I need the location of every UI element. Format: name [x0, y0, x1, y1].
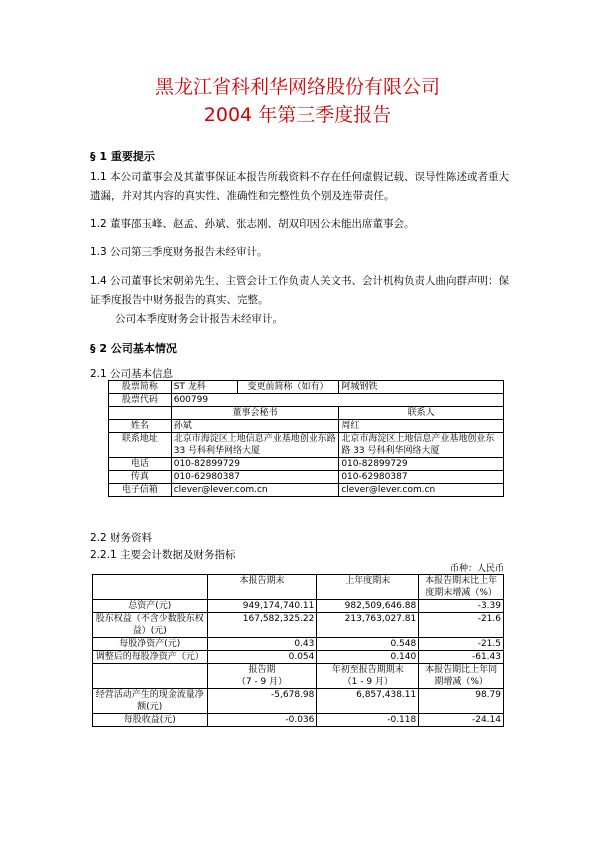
fin-row-prior: 213,763,027.81 [317, 613, 419, 638]
name-label: 姓名 [109, 420, 172, 433]
fin-row-period: -5,678.98 [207, 689, 317, 714]
fin-row-prior: 0.140 [317, 651, 419, 664]
table-row [93, 600, 504, 613]
fin-header-ytd [317, 664, 419, 689]
fin-header-prior: 上年度期末 [317, 575, 419, 600]
fin-row-change: -21.6 [419, 613, 504, 638]
subsection-2-2: 2.2 财务资料 [90, 532, 153, 544]
address-label: 联系地址 [109, 433, 172, 458]
fin-row-current: 167,582,325.22 [207, 613, 317, 638]
report-title-company: 黑龙江省科利华网络股份有限公司 [154, 76, 440, 98]
contact-fax: 010-62980387 [339, 471, 504, 484]
fin-header-ytd-title: 年初至报告期期末 [331, 665, 404, 675]
notice-1-2: 1.2 董事邵玉峰、赵孟、孙斌、张志刚、胡双印因公未能出席董事会。 [90, 218, 415, 230]
fin-row-period: -0.036 [207, 714, 317, 727]
fin-header-ytd-range: （1 - 9 月） [342, 677, 393, 687]
fin-row-change: -61.43 [419, 651, 504, 664]
section-1-heading: § 1 重要提示 [90, 150, 155, 163]
fin-row-label: 总资产(元) [93, 600, 208, 613]
fin-row-label: 调整后的每股净资产（元） [93, 651, 208, 664]
contact-email: clever@lever.com.cn [339, 484, 504, 497]
fin-row-label: 经营活动产生的现金流量净额(元) [93, 689, 208, 714]
financial-table [92, 574, 504, 727]
contact-address: 北京市海淀区上地信息产业基地创业东路 33 号科利华网络大厦 [339, 433, 504, 458]
secretary-address: 北京市海淀区上地信息产业基地创业东路 33 号科利华网络大厦 [171, 433, 339, 458]
email-label: 电子信箱 [109, 484, 172, 497]
subsection-2-2-1: 2.2.1 主要会计数据及财务指标 [90, 549, 236, 561]
fin-header-period-title: 报告期 [248, 665, 276, 675]
fin-row-current: 0.43 [207, 638, 317, 651]
contact-name: 周红 [339, 420, 504, 433]
section-2-heading: § 2 公司基本情况 [90, 342, 177, 355]
fin-header-yoy: 本报告期比上年同期增减（%） [419, 664, 504, 689]
fax-label: 传真 [109, 471, 172, 484]
code-value: 600799 [171, 394, 503, 407]
table-row [93, 714, 504, 727]
fin-row-current: 0.054 [207, 651, 317, 664]
secretary-header: 董事会秘书 [171, 407, 339, 420]
fin-header-period-range: （7 - 9 月） [236, 677, 288, 687]
notice-1-1: 1.1 本公司董事会及其董事保证本报告所载资料不存在任何虚假记载、误导性陈述或者重大遗漏，并对其内容的真实性、准确性和完整性负个别及连带责任。 [90, 171, 510, 202]
secretary-fax: 010-62980387 [171, 471, 339, 484]
contact-header: 联系人 [339, 407, 504, 420]
fin-row-prior: 982,509,646.88 [317, 600, 419, 613]
fin-row-change: -21.5 [419, 638, 504, 651]
notice-1-4-audit: 公司本季度财务会计报告未经审计。 [115, 313, 283, 325]
secretary-phone: 010-82899729 [171, 458, 339, 471]
notice-1-4: 1.4 公司董事长宋朝弟先生、主管会计工作负责人关文书、会计机构负责人曲向群声明：保证季度报告中财务报告的真实、完整。 [90, 275, 510, 306]
short-name-label: 股票简称 [109, 381, 172, 394]
phone-label: 电话 [109, 458, 172, 471]
fin-row-change: -3.39 [419, 600, 504, 613]
fin-row-yoy: -24.14 [419, 714, 504, 727]
report-title-period: 2004 年第三季度报告 [203, 104, 392, 126]
currency-note: 币种：人民币 [450, 564, 505, 574]
fin-row-label: 每股收益(元) [93, 714, 208, 727]
fin-row-current: 949,174,740.11 [207, 600, 317, 613]
contact-phone: 010-82899729 [339, 458, 504, 471]
notice-1-3: 1.3 公司第三季度财务报告未经审计。 [90, 246, 268, 258]
code-label: 股票代码 [109, 394, 172, 407]
table-row [93, 638, 504, 651]
table-row [93, 651, 504, 664]
fin-row-prior: 0.548 [317, 638, 419, 651]
fin-row-label: 每股净资产(元) [93, 638, 208, 651]
fin-row-label: 股东权益（不含少数股东权益）(元) [93, 613, 208, 638]
prev-name-value: 阿城钢铁 [339, 381, 504, 394]
fin-header-change: 本报告期末比上年度期末增减（%） [419, 575, 504, 600]
secretary-email: clever@lever.com.cn [171, 484, 339, 497]
fin-header-current: 本报告期末 [207, 575, 317, 600]
prev-name-label: 变更前简称（如有） [237, 381, 339, 394]
short-name-value: ST 龙科 [171, 381, 237, 394]
table-row [93, 613, 504, 638]
subsection-2-1: 2.1 公司基本信息 [90, 368, 174, 380]
fin-row-ytd: 6,857,438.11 [317, 689, 419, 714]
fin-row-ytd: -0.118 [317, 714, 419, 727]
secretary-name: 孙斌 [171, 420, 339, 433]
table-row [93, 689, 504, 714]
fin-header-period [207, 664, 317, 689]
fin-row-yoy: 98.79 [419, 689, 504, 714]
company-info-table [108, 380, 504, 497]
